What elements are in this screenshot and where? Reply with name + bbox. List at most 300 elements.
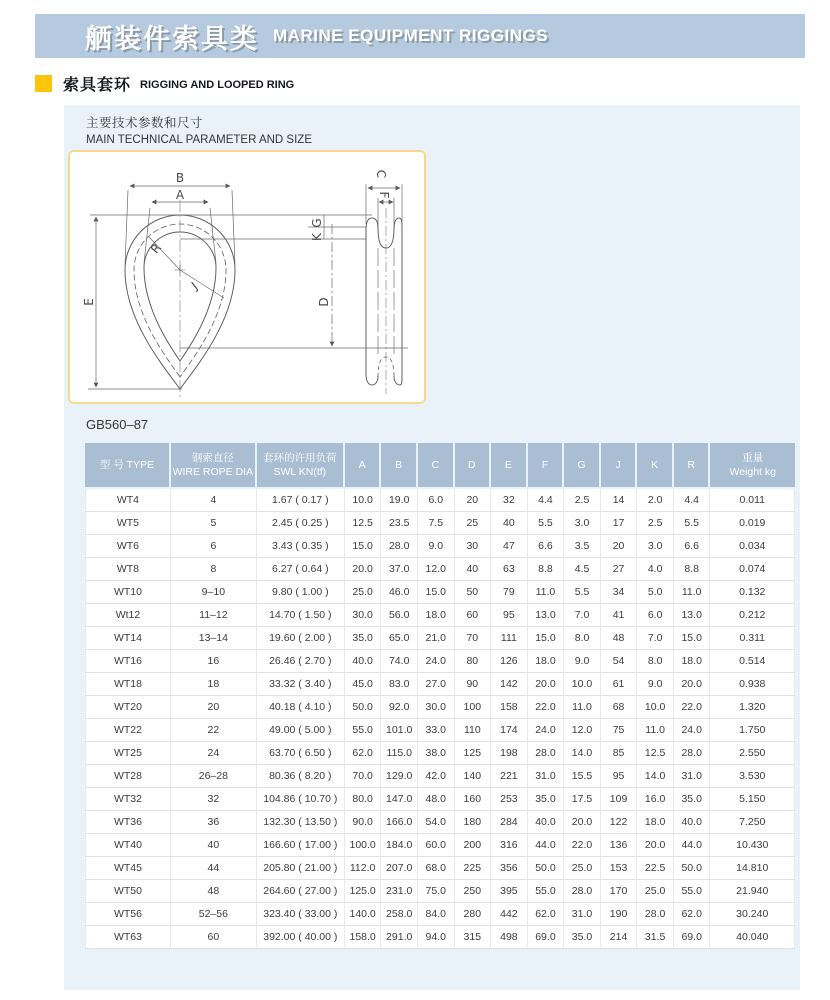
- table-row: [85, 788, 795, 811]
- table-cell: 258.0: [381, 903, 418, 926]
- table-cell: WT14: [85, 627, 171, 650]
- table-cell: 9–10: [171, 581, 257, 604]
- table-cell: 7.5: [418, 512, 455, 535]
- table-cell: 170: [601, 880, 638, 903]
- table-cell: 48.0: [418, 788, 455, 811]
- table-row: [85, 857, 795, 880]
- table-cell: 15.0: [418, 581, 455, 604]
- table-cell: 90.0: [345, 811, 382, 834]
- table-cell: 264.60 ( 27.00 ): [257, 880, 345, 903]
- table-cell: 20: [455, 489, 492, 512]
- table-cell: 37.0: [381, 558, 418, 581]
- table-cell: 5.5: [528, 512, 565, 535]
- table-cell: WT10: [85, 581, 171, 604]
- table-cell: 1.67 ( 0.17 ): [257, 489, 345, 512]
- table-cell: 23.5: [381, 512, 418, 535]
- table-cell: 50: [455, 581, 492, 604]
- table-cell: 0.034: [710, 535, 795, 558]
- table-cell: 6.0: [418, 489, 455, 512]
- column-header: 钢索直径 WIRE ROPE DIA: [171, 443, 257, 489]
- table-cell: WT63: [85, 926, 171, 949]
- table-row: [85, 535, 795, 558]
- table-cell: 75: [601, 719, 638, 742]
- table-cell: 280: [455, 903, 492, 926]
- table-cell: 44.0: [674, 834, 711, 857]
- column-header: E: [491, 443, 528, 489]
- table-cell: 31.0: [564, 903, 601, 926]
- table-cell: 4.5: [564, 558, 601, 581]
- table-cell: WT32: [85, 788, 171, 811]
- table-cell: 63.70 ( 6.50 ): [257, 742, 345, 765]
- table-cell: 28.0: [381, 535, 418, 558]
- table-cell: 125.0: [345, 880, 382, 903]
- table-row: [85, 604, 795, 627]
- table-cell: 24.0: [528, 719, 565, 742]
- table-cell: 10.430: [710, 834, 795, 857]
- table-cell: 10.0: [345, 489, 382, 512]
- table-cell: 40.0: [674, 811, 711, 834]
- table-cell: 70: [455, 627, 492, 650]
- table-cell: 84.0: [418, 903, 455, 926]
- table-cell: 19.60 ( 2.00 ): [257, 627, 345, 650]
- table-row: [85, 742, 795, 765]
- table-cell: 316: [491, 834, 528, 857]
- table-cell: 70.0: [345, 765, 382, 788]
- subheading: [64, 105, 800, 146]
- dimension-lines: [88, 184, 408, 389]
- table-cell: 48: [171, 880, 257, 903]
- table-cell: 20: [171, 696, 257, 719]
- spec-table-header-row: [85, 443, 795, 489]
- table-cell: 28.0: [528, 742, 565, 765]
- dim-label-K: K: [310, 233, 324, 241]
- table-cell: 11.0: [637, 719, 674, 742]
- table-cell: 48: [601, 627, 638, 650]
- table-cell: 15.0: [674, 627, 711, 650]
- table-cell: 17.5: [564, 788, 601, 811]
- table-cell: 166.60 ( 17.00 ): [257, 834, 345, 857]
- table-cell: 104.86 ( 10.70 ): [257, 788, 345, 811]
- table-cell: 8.8: [674, 558, 711, 581]
- table-cell: 180: [455, 811, 492, 834]
- table-cell: 26–28: [171, 765, 257, 788]
- dim-label-F: F: [377, 191, 391, 199]
- table-cell: 392.00 ( 40.00 ): [257, 926, 345, 949]
- table-cell: 315: [455, 926, 492, 949]
- table-cell: 25.0: [345, 581, 382, 604]
- table-cell: 7.250: [710, 811, 795, 834]
- table-cell: 14: [601, 489, 638, 512]
- table-cell: 63: [491, 558, 528, 581]
- table-cell: 61: [601, 673, 638, 696]
- table-cell: 5.5: [564, 581, 601, 604]
- table-cell: 24.0: [418, 650, 455, 673]
- table-cell: 8.0: [637, 650, 674, 673]
- table-cell: 4: [171, 489, 257, 512]
- column-header: 重量 Weight kg: [710, 443, 795, 489]
- table-cell: 19.0: [381, 489, 418, 512]
- table-cell: 45.0: [345, 673, 382, 696]
- table-cell: 24: [171, 742, 257, 765]
- table-cell: 33.32 ( 3.40 ): [257, 673, 345, 696]
- table-cell: 30.0: [345, 604, 382, 627]
- table-cell: 27: [601, 558, 638, 581]
- table-cell: 0.132: [710, 581, 795, 604]
- table-cell: 69.0: [674, 926, 711, 949]
- table-cell: 26.46 ( 2.70 ): [257, 650, 345, 673]
- table-cell: 0.074: [710, 558, 795, 581]
- table-cell: 284: [491, 811, 528, 834]
- table-cell: 140: [455, 765, 492, 788]
- column-header: A: [345, 443, 382, 489]
- table-cell: 2.550: [710, 742, 795, 765]
- table-cell: 94.0: [418, 926, 455, 949]
- table-cell: 112.0: [345, 857, 382, 880]
- table-row: [85, 719, 795, 742]
- table-cell: 40: [455, 558, 492, 581]
- table-cell: 20.0: [564, 811, 601, 834]
- dim-label-B: B: [175, 171, 185, 185]
- table-cell: 2.45 ( 0.25 ): [257, 512, 345, 535]
- table-cell: 198: [491, 742, 528, 765]
- table-cell: 9.0: [418, 535, 455, 558]
- table-cell: 22.5: [637, 857, 674, 880]
- table-row: [85, 696, 795, 719]
- table-cell: 54.0: [418, 811, 455, 834]
- table-cell: WT20: [85, 696, 171, 719]
- table-cell: 18: [171, 673, 257, 696]
- table-cell: 17: [601, 512, 638, 535]
- table-cell: 18.0: [637, 811, 674, 834]
- table-cell: 47: [491, 535, 528, 558]
- table-cell: 0.212: [710, 604, 795, 627]
- content-panel: [64, 105, 800, 990]
- table-cell: 8.0: [564, 627, 601, 650]
- table-cell: 111: [491, 627, 528, 650]
- table-row: [85, 558, 795, 581]
- table-cell: 14.0: [564, 742, 601, 765]
- table-row: [85, 581, 795, 604]
- table-cell: 80: [455, 650, 492, 673]
- table-cell: 3.530: [710, 765, 795, 788]
- table-cell: WT22: [85, 719, 171, 742]
- table-cell: 50.0: [674, 857, 711, 880]
- subheading-en: MAIN TECHNICAL PARAMETER AND SIZE: [86, 134, 312, 146]
- technical-drawing-box: [68, 150, 426, 404]
- table-cell: 6.0: [637, 604, 674, 627]
- dim-label-A: A: [175, 188, 185, 202]
- table-cell: 22.0: [528, 696, 565, 719]
- table-cell: 55.0: [345, 719, 382, 742]
- table-cell: 34: [601, 581, 638, 604]
- table-row: [85, 926, 795, 949]
- table-cell: 0.514: [710, 650, 795, 673]
- column-header: D: [455, 443, 492, 489]
- table-cell: 1.750: [710, 719, 795, 742]
- table-cell: 3.0: [564, 512, 601, 535]
- table-cell: 3.5: [564, 535, 601, 558]
- table-row: [85, 903, 795, 926]
- table-cell: 6: [171, 535, 257, 558]
- table-cell: 5.150: [710, 788, 795, 811]
- table-cell: 126: [491, 650, 528, 673]
- table-cell: 13.0: [528, 604, 565, 627]
- table-cell: 442: [491, 903, 528, 926]
- subheading-zh: 主要技术参数和尺寸: [86, 116, 204, 130]
- table-cell: 1.320: [710, 696, 795, 719]
- table-cell: 7.0: [564, 604, 601, 627]
- table-cell: 100.0: [345, 834, 382, 857]
- table-row: [85, 765, 795, 788]
- table-cell: 62.0: [345, 742, 382, 765]
- table-cell: 2.0: [637, 489, 674, 512]
- table-row: [85, 673, 795, 696]
- table-cell: 5.5: [674, 512, 711, 535]
- column-header: R: [674, 443, 711, 489]
- table-cell: 20.0: [528, 673, 565, 696]
- table-cell: 291.0: [381, 926, 418, 949]
- table-cell: 69.0: [528, 926, 565, 949]
- table-cell: 40: [171, 834, 257, 857]
- table-cell: 12.0: [564, 719, 601, 742]
- table-cell: 21.0: [418, 627, 455, 650]
- dim-label-C: C: [374, 169, 388, 179]
- column-header: J: [601, 443, 638, 489]
- table-row: [85, 880, 795, 903]
- table-cell: 18.0: [418, 604, 455, 627]
- table-cell: 79: [491, 581, 528, 604]
- table-cell: WT6: [85, 535, 171, 558]
- table-cell: 40.0: [345, 650, 382, 673]
- table-cell: WT18: [85, 673, 171, 696]
- table-cell: 9.80 ( 1.00 ): [257, 581, 345, 604]
- table-cell: WT25: [85, 742, 171, 765]
- table-cell: 54: [601, 650, 638, 673]
- table-cell: 221: [491, 765, 528, 788]
- table-cell: 65.0: [381, 627, 418, 650]
- table-cell: 50.0: [345, 696, 382, 719]
- table-cell: 8.8: [528, 558, 565, 581]
- table-cell: 44.0: [528, 834, 565, 857]
- table-cell: 83.0: [381, 673, 418, 696]
- table-cell: 28.0: [674, 742, 711, 765]
- table-cell: 60: [171, 926, 257, 949]
- table-cell: 90: [455, 673, 492, 696]
- table-cell: 15.0: [528, 627, 565, 650]
- standard-code: GB560–87: [86, 417, 149, 432]
- dim-label-G: G: [310, 218, 324, 228]
- table-cell: WT5: [85, 512, 171, 535]
- table-cell: 15.5: [564, 765, 601, 788]
- table-cell: 27.0: [418, 673, 455, 696]
- table-cell: 50.0: [528, 857, 565, 880]
- table-cell: 31.0: [674, 765, 711, 788]
- table-cell: 0.938: [710, 673, 795, 696]
- table-cell: 38.0: [418, 742, 455, 765]
- table-cell: 25.0: [564, 857, 601, 880]
- table-cell: 11–12: [171, 604, 257, 627]
- table-cell: 22: [171, 719, 257, 742]
- table-cell: WT45: [85, 857, 171, 880]
- table-cell: 30.0: [418, 696, 455, 719]
- table-cell: 0.019: [710, 512, 795, 535]
- yellow-square-icon: [35, 75, 52, 92]
- table-cell: 30.240: [710, 903, 795, 926]
- table-cell: 85: [601, 742, 638, 765]
- table-cell: 18.0: [528, 650, 565, 673]
- table-cell: 4.4: [528, 489, 565, 512]
- spec-table-body: [85, 489, 795, 949]
- table-cell: 28.0: [637, 903, 674, 926]
- table-cell: 14.810: [710, 857, 795, 880]
- table-cell: WT56: [85, 903, 171, 926]
- table-cell: 46.0: [381, 581, 418, 604]
- table-cell: 44: [171, 857, 257, 880]
- table-cell: 80.0: [345, 788, 382, 811]
- table-cell: 35.0: [674, 788, 711, 811]
- column-header: 套环的许用负荷 SWL KN(tf): [257, 443, 345, 489]
- table-cell: 4.0: [637, 558, 674, 581]
- table-cell: 35.0: [528, 788, 565, 811]
- table-cell: 32: [491, 489, 528, 512]
- table-cell: 80.36 ( 8.20 ): [257, 765, 345, 788]
- table-cell: 56.0: [381, 604, 418, 627]
- table-cell: 115.0: [381, 742, 418, 765]
- table-cell: 7.0: [637, 627, 674, 650]
- table-cell: 36: [171, 811, 257, 834]
- table-cell: 5: [171, 512, 257, 535]
- table-cell: 109: [601, 788, 638, 811]
- table-cell: WT16: [85, 650, 171, 673]
- table-cell: 13.0: [674, 604, 711, 627]
- table-cell: 142: [491, 673, 528, 696]
- table-cell: 74.0: [381, 650, 418, 673]
- table-cell: 55.0: [674, 880, 711, 903]
- table-cell: 20.0: [674, 673, 711, 696]
- table-cell: 14.70 ( 1.50 ): [257, 604, 345, 627]
- table-cell: 60.0: [418, 834, 455, 857]
- table-cell: 190: [601, 903, 638, 926]
- table-cell: 21.940: [710, 880, 795, 903]
- table-cell: 0.011: [710, 489, 795, 512]
- column-header: G: [564, 443, 601, 489]
- table-cell: 16: [171, 650, 257, 673]
- table-cell: WT40: [85, 834, 171, 857]
- table-cell: 22.0: [674, 696, 711, 719]
- table-row: [85, 811, 795, 834]
- table-cell: 42.0: [418, 765, 455, 788]
- table-cell: 40.18 ( 4.10 ): [257, 696, 345, 719]
- table-cell: 95: [601, 765, 638, 788]
- table-cell: 3.0: [637, 535, 674, 558]
- table-cell: 160: [455, 788, 492, 811]
- table-cell: 95: [491, 604, 528, 627]
- table-cell: 125: [455, 742, 492, 765]
- table-cell: 9.0: [637, 673, 674, 696]
- table-cell: 4.4: [674, 489, 711, 512]
- table-cell: 60: [455, 604, 492, 627]
- table-cell: 20.0: [637, 834, 674, 857]
- table-cell: 20.0: [345, 558, 382, 581]
- table-cell: 11.0: [674, 581, 711, 604]
- table-cell: 28.0: [564, 880, 601, 903]
- table-cell: 75.0: [418, 880, 455, 903]
- table-cell: 395: [491, 880, 528, 903]
- table-cell: 225: [455, 857, 492, 880]
- table-row: [85, 512, 795, 535]
- table-cell: 231.0: [381, 880, 418, 903]
- front-view: [125, 200, 235, 397]
- table-cell: 12.5: [345, 512, 382, 535]
- table-cell: 33.0: [418, 719, 455, 742]
- table-cell: 35.0: [564, 926, 601, 949]
- table-cell: 62.0: [528, 903, 565, 926]
- side-section-view: [366, 208, 402, 394]
- table-cell: 136: [601, 834, 638, 857]
- table-cell: 35.0: [345, 627, 382, 650]
- table-cell: 25.0: [637, 880, 674, 903]
- dim-label-D: D: [317, 297, 331, 307]
- table-cell: 158.0: [345, 926, 382, 949]
- table-cell: 30: [455, 535, 492, 558]
- table-cell: 132.30 ( 13.50 ): [257, 811, 345, 834]
- table-cell: 31.0: [528, 765, 565, 788]
- table-cell: 6.6: [528, 535, 565, 558]
- table-cell: 18.0: [674, 650, 711, 673]
- dim-label-J: J: [188, 279, 201, 293]
- spec-table: [85, 443, 795, 949]
- dim-label-E: E: [82, 298, 96, 306]
- table-cell: 10.0: [637, 696, 674, 719]
- table-cell: 11.0: [528, 581, 565, 604]
- table-cell: 158: [491, 696, 528, 719]
- banner-title-en: MARINE EQUIPMENT RIGGINGS: [273, 26, 549, 45]
- table-cell: 250: [455, 880, 492, 903]
- table-cell: 3.43 ( 0.35 ): [257, 535, 345, 558]
- table-cell: 32: [171, 788, 257, 811]
- table-cell: 40.0: [528, 811, 565, 834]
- section-title-en: RIGGING AND LOOPED RING: [140, 79, 295, 91]
- table-cell: 100: [455, 696, 492, 719]
- table-cell: 6.27 ( 0.64 ): [257, 558, 345, 581]
- table-cell: 52–56: [171, 903, 257, 926]
- table-cell: 40: [491, 512, 528, 535]
- table-cell: 68.0: [418, 857, 455, 880]
- table-cell: 205.80 ( 21.00 ): [257, 857, 345, 880]
- table-cell: 207.0: [381, 857, 418, 880]
- table-cell: 55.0: [528, 880, 565, 903]
- table-cell: 68: [601, 696, 638, 719]
- table-cell: 166.0: [381, 811, 418, 834]
- table-cell: 2.5: [637, 512, 674, 535]
- table-cell: 101.0: [381, 719, 418, 742]
- table-cell: 2.5: [564, 489, 601, 512]
- table-cell: 10.0: [564, 673, 601, 696]
- thimble-drawing: [70, 152, 424, 402]
- table-cell: 15.0: [345, 535, 382, 558]
- column-header: 型 号 TYPE: [85, 443, 171, 489]
- table-cell: WT36: [85, 811, 171, 834]
- table-cell: 25: [455, 512, 492, 535]
- table-cell: 253: [491, 788, 528, 811]
- table-cell: 153: [601, 857, 638, 880]
- column-header: F: [528, 443, 565, 489]
- table-cell: 122: [601, 811, 638, 834]
- table-cell: 62.0: [674, 903, 711, 926]
- table-cell: 13–14: [171, 627, 257, 650]
- dimension-labels: [82, 170, 391, 307]
- page-banner: [35, 14, 805, 58]
